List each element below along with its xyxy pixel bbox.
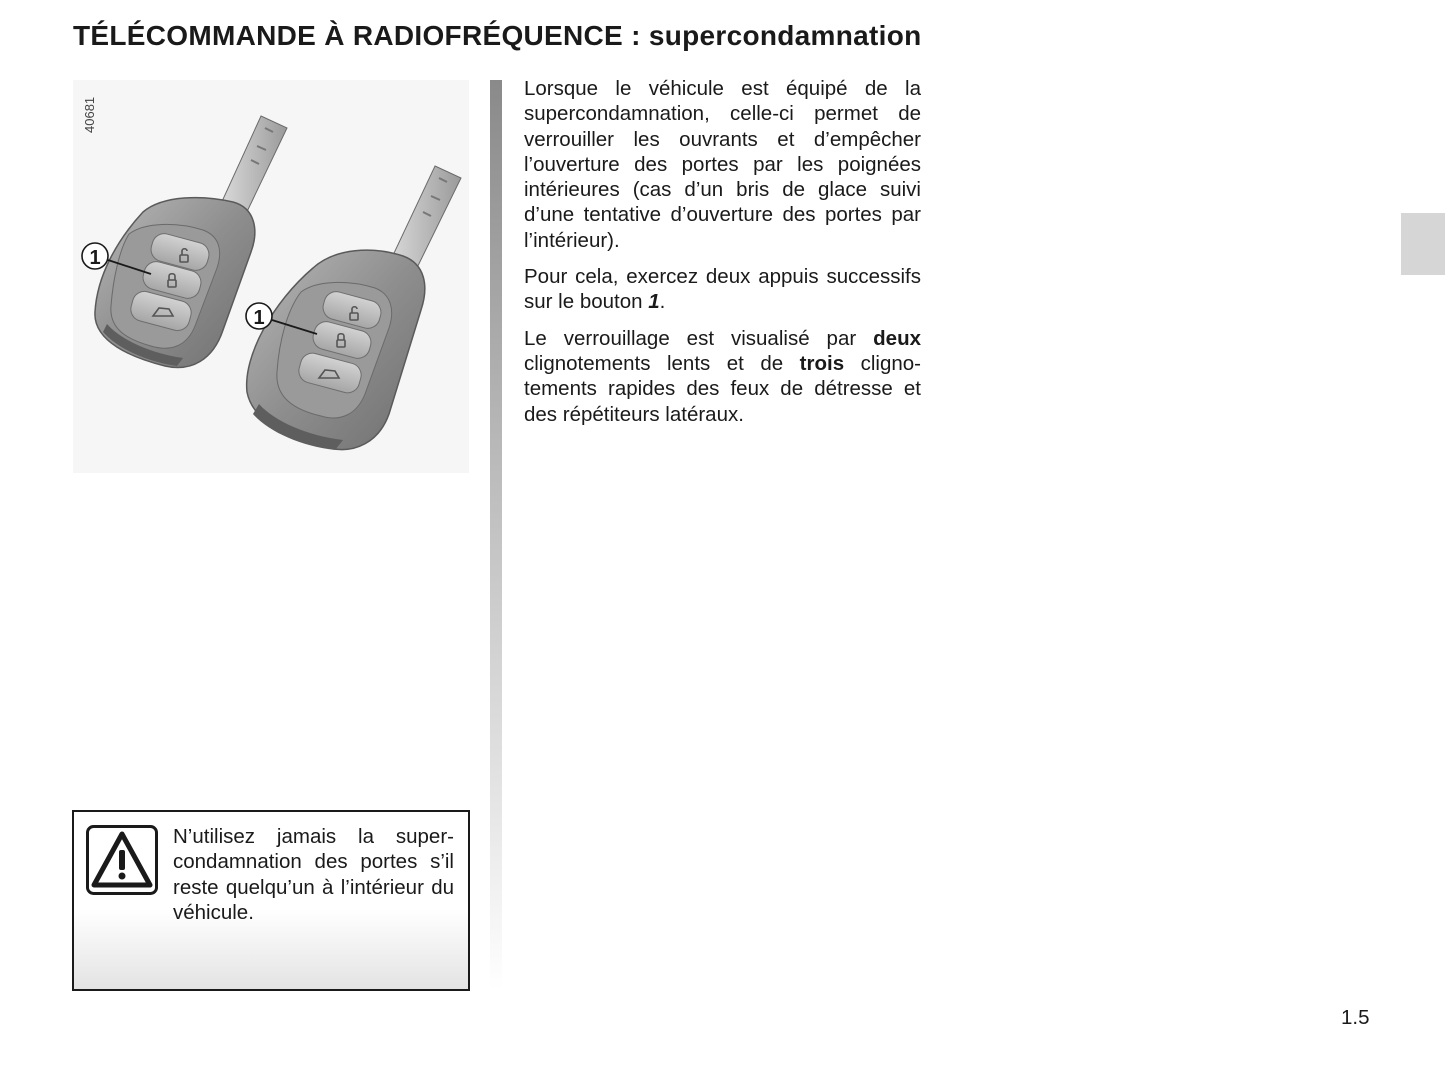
paragraph-3-text-a: Le verrouillage est visualisé par: [524, 326, 874, 350]
paragraph-3-text-c: clignotements lents et de: [524, 351, 800, 375]
button-reference: 1: [648, 290, 660, 314]
body-text: [524, 76, 921, 438]
paragraph-2-end: .: [659, 290, 666, 314]
paragraph-1: Lorsque le véhicule est équipé de la supercondamnation, celle-ci permet de verrouiller les ouvrants et d’empêcher l’ouverture des portes par les poignées intérieures (cas d’un bris de glace suivi d’une tentative d’ouverture des portes par l’intérieur).: [524, 77, 921, 252]
key-fob-illustration: [73, 80, 469, 473]
key-fob-right: [246, 166, 461, 450]
callout-label-right: 1: [253, 307, 265, 329]
paragraph-3-text-e: clignotements rapides des feux de détresse et des répétiteurs latéraux.: [524, 351, 921, 426]
warning-box: [72, 810, 470, 991]
callout-label-left: 1: [89, 247, 101, 269]
emphasis-trois: trois: [799, 351, 845, 375]
page-number: 1.5: [1341, 1006, 1370, 1029]
figure-reference-number: 40681: [82, 96, 97, 133]
column-divider: [490, 80, 502, 990]
title-main: TÉLÉCOMMANDE À RADIOFRÉQUENCE :: [73, 20, 649, 51]
paragraph-3: [524, 326, 921, 427]
chapter-tab: [1401, 213, 1445, 275]
page-title: [73, 20, 922, 52]
title-sub: supercondamnation: [648, 20, 922, 51]
warning-text: N’utilisez jamais la supercondamnation des portes s’il reste quelqu’un à l’intérieur du véhicule.: [173, 825, 454, 924]
paragraph-2: [524, 264, 921, 315]
emphasis-deux: deux: [873, 326, 921, 350]
warning-icon: [86, 825, 158, 895]
paragraph-2-text: Pour cela, exercez deux appuis successifs sur le bouton: [524, 265, 921, 314]
key-fob-figure: [73, 80, 469, 473]
key-fob-left: [82, 116, 287, 368]
